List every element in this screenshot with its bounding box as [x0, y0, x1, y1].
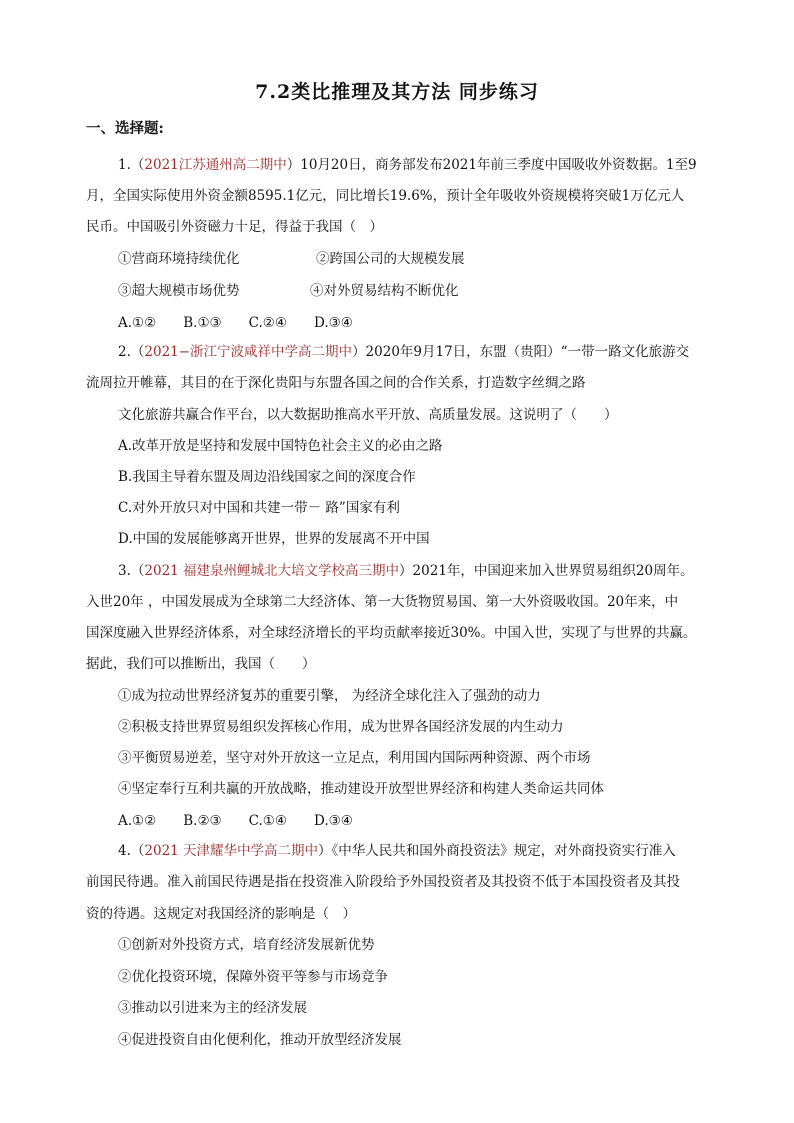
question-3-option-4: ④坚定奉行互利共赢的开放战略，推动建设开放型世界经济和构建人类命运共同体 — [118, 781, 604, 797]
question-1-line-1 — [118, 156, 697, 174]
question-4-option-4: ④促进投资自由化便利化，推动开放型经济发展 — [118, 1032, 402, 1048]
question-number: 2.（ — [118, 344, 145, 360]
question-number: 1.（ — [118, 157, 145, 173]
question-1-line-2: 月，全国实际使用外资金额8595.1亿元，同比增长19.6%，预计全年吸收外资规模将突破1万亿元人 — [86, 188, 685, 204]
question-4-line-3: 资的待遇。这规定对我国经济的影响是（ ） — [86, 906, 356, 922]
question-4-option-2: ②优化投资环境，保障外资平等参与市场竞争 — [118, 969, 388, 985]
question-3-answers: A.①② B.②③ C.①④ D.③④ — [118, 813, 353, 829]
question-1-option-2: ②跨国公司的大规模发展 — [316, 251, 465, 267]
question-3-line-4: 据此，我们可以推断出，我国（ ） — [86, 656, 316, 672]
question-2-option-c: C.对外开放只对中国和共建一带－ 路”国家有利 — [118, 500, 400, 516]
question-text: ）2021年，中国迎来加入世界贸易组织20周年。 — [399, 563, 694, 579]
question-number: 4.（ — [118, 843, 145, 859]
question-4-option-1: ①创新对外投资方式，培育经济发展新优势 — [118, 937, 375, 953]
page-title: 7.2类比推理及其方法 同步练习 — [255, 81, 539, 103]
question-2-option-d: D.中国的发展能够离开世界，世界的发展离不开中国 — [118, 531, 430, 547]
question-3-line-3: 国深度融入世界经济体系，对全球经济增长的平均贡献率接近30%。中国入世，实现了与世界的共赢。 — [86, 625, 697, 641]
question-3-option-2: ②积极支持世界贸易组织发挥核心作用，成为世界各国经济发展的内生动力 — [118, 719, 564, 735]
question-text: ）2020年9月17日，东盟（贵阳）“一带一路文化旅游交 — [352, 344, 690, 360]
question-2-line-3: 文化旅游共赢合作平台，以大数据助推高水平开放、高质量发展。这说明了（ ） — [118, 407, 618, 423]
question-source: 2021江苏通州高二期中 — [144, 157, 287, 173]
section-heading: 一、选择题: — [86, 120, 164, 137]
question-text: ）《中华人民共和国外商投资法》规定，对外商投资实行准入 — [318, 843, 676, 859]
question-text: ）10月20日，商务部发布2021年前三季度中国吸收外资数据。1至9 — [286, 157, 697, 173]
question-4-option-3: ③推动以引进来为主的经济发展 — [118, 1000, 307, 1016]
question-4-line-1 — [118, 842, 676, 860]
question-1-option-4: ④对外贸易结构不断优化 — [310, 283, 459, 299]
question-1-answers: A.①② B.①③ C.②④ D.③④ — [118, 315, 353, 331]
question-1-option-3: ③超大规模市场优势 — [118, 283, 240, 299]
question-number: 3.（ — [118, 563, 145, 579]
question-2-option-b: B.我国主导着东盟及周边沿线国家之间的深度合作 — [118, 469, 416, 485]
question-1-option-1: ①营商环境持续优化 — [118, 251, 240, 267]
question-source: 2021−浙江宁波咸祥中学高二期中 — [144, 344, 353, 360]
question-2-line-1 — [118, 343, 689, 361]
question-2-option-a: A.改革开放是坚持和发展中国特色社会主义的必由之路 — [118, 438, 443, 454]
question-3-option-3: ③平衡贸易逆差，坚守对外开放这一立足点，利用国内国际两种资源、两个市场 — [118, 750, 591, 766]
question-3-line-1 — [118, 562, 694, 580]
question-source: 2021 天津耀华中学高二期中 — [144, 843, 319, 859]
question-1-line-3: 民币。中国吸引外资磁力十足，得益于我国（ ） — [86, 219, 383, 235]
question-2-line-2: 流周拉开帷幕，其目的在于深化贵阳与东盟各国之间的合作关系，打造数字丝绸之路 — [86, 375, 586, 391]
question-4-line-2: 前国民待遇。准入前国民待遇是指在投资准入阶段给予外国投资者及其投资不低于本国投资者及其投 — [86, 874, 680, 890]
question-3-line-2: 入世20年 ，中国发展成为全球第二大经济体、第一大货物贸易国、第一大外资吸收国。20年来，中 — [86, 594, 679, 610]
question-source: 2021 福建泉州鲤城北大培文学校高三期中 — [144, 563, 400, 579]
question-3-option-1: ①成为拉动世界经济复苏的重要引擎， 为经济全球化注入了强劲的动力 — [118, 688, 541, 704]
